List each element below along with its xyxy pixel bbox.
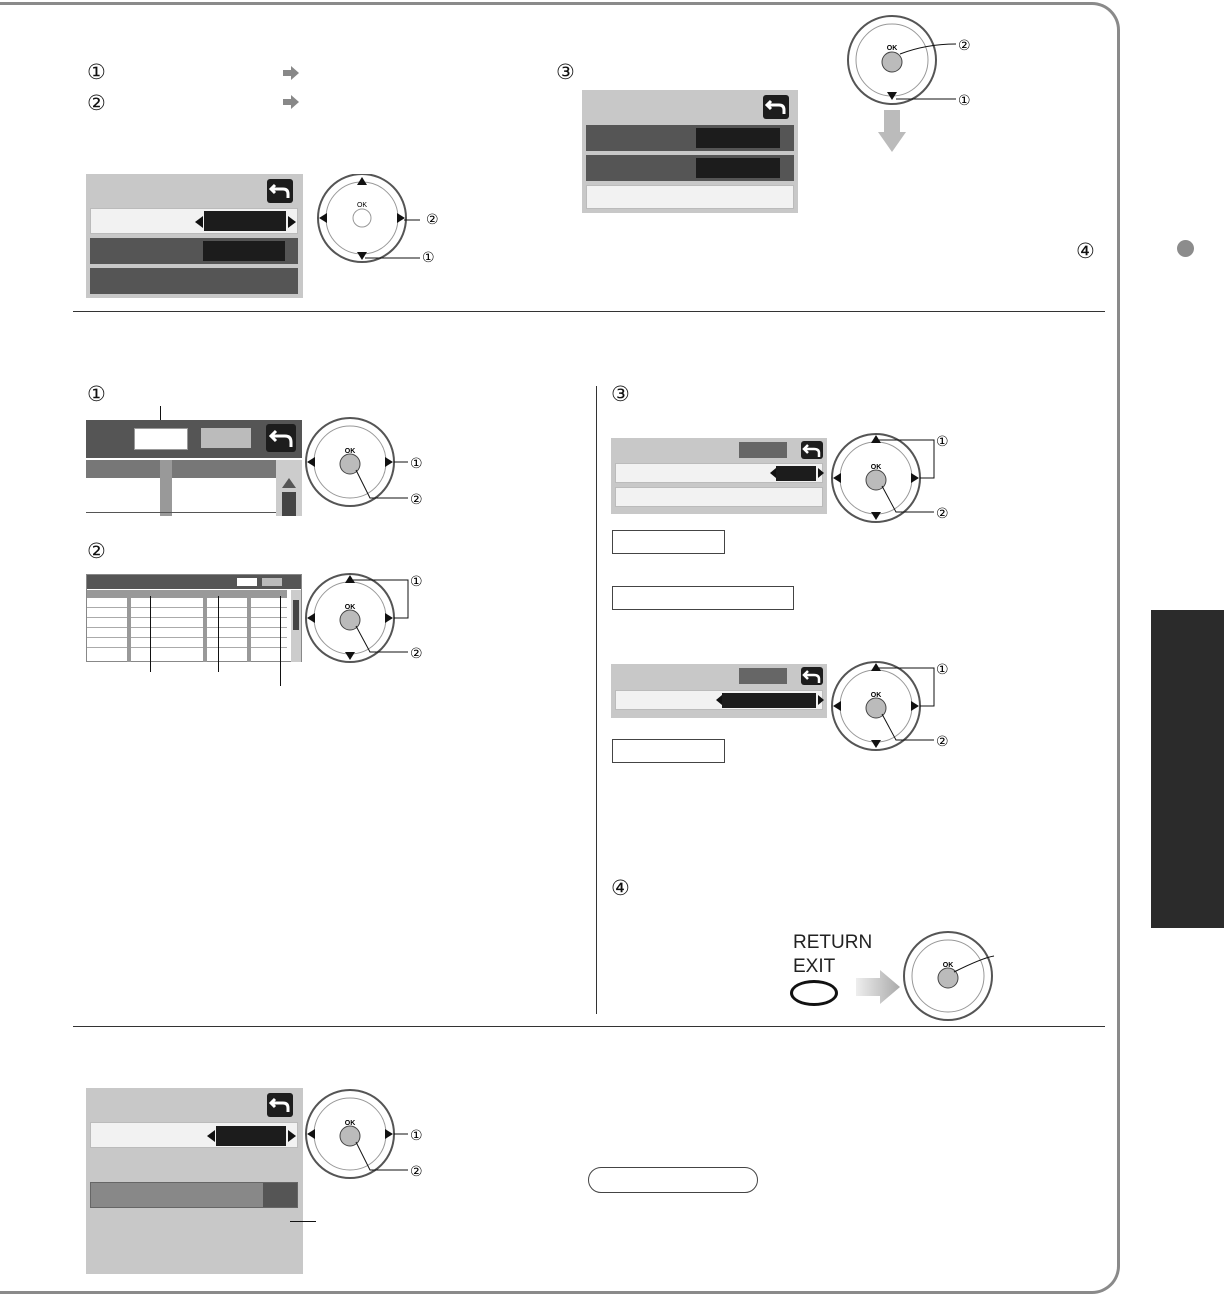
svg-text:OK: OK (870, 464, 882, 471)
svg-text:①: ① (958, 93, 971, 109)
column-headers (86, 460, 276, 478)
tab-button[interactable] (237, 578, 257, 586)
svg-text:①: ① (410, 1128, 423, 1144)
return-arrow-icon[interactable] (763, 95, 789, 119)
menu-row[interactable] (90, 268, 298, 294)
svg-text:①: ① (410, 574, 423, 590)
tab-button[interactable] (134, 428, 188, 450)
svg-text:①: ① (410, 456, 423, 472)
list-header (86, 420, 302, 458)
bullet-dot (1177, 240, 1194, 257)
arrow-right-icon (856, 970, 900, 1004)
callout-line (280, 596, 281, 686)
menu-row-selected[interactable] (615, 463, 823, 483)
return-arrow-icon[interactable] (267, 1093, 293, 1117)
svg-text:②: ② (958, 38, 971, 54)
svg-text:②: ② (936, 506, 949, 522)
remote-dpad (830, 432, 960, 528)
svg-text:OK: OK (344, 604, 356, 611)
step-marker-3: ③ (556, 61, 575, 84)
menu-value (696, 128, 780, 148)
svg-text:②: ② (426, 212, 439, 228)
menu-row-light[interactable] (615, 487, 823, 507)
remote-dpad (902, 928, 1022, 1024)
return-arrow-icon[interactable] (801, 441, 823, 459)
svg-text:①: ① (936, 662, 949, 678)
left-arrow-icon (195, 216, 203, 228)
table-header (87, 575, 301, 589)
arrow-right-icon (283, 95, 299, 109)
return-label: RETURN (793, 932, 873, 953)
remote-dpad (304, 572, 434, 668)
menu-value (696, 158, 780, 178)
svg-text:OK: OK (356, 202, 368, 209)
remote-dpad (304, 416, 434, 512)
menu-screen-panel (86, 1088, 303, 1274)
up-arrow-icon (282, 478, 296, 488)
return-arrow-icon[interactable] (267, 179, 293, 203)
step-marker-1: ① (87, 383, 106, 406)
menu-row[interactable] (90, 238, 298, 264)
label-box (612, 586, 794, 610)
step-marker-2: ② (87, 92, 106, 115)
section-divider (73, 1026, 1105, 1027)
menu-row-light[interactable] (586, 185, 794, 209)
progress-bar (90, 1182, 298, 1208)
svg-text:②: ② (936, 734, 949, 750)
return-arrow-icon[interactable] (801, 667, 823, 685)
scroll-thumb[interactable] (282, 492, 296, 516)
svg-text:①: ① (936, 434, 949, 450)
label-box (612, 530, 725, 554)
menu-value (203, 241, 285, 261)
menu-screen-panel (611, 664, 827, 718)
callout-line (218, 596, 219, 672)
label-box (612, 739, 725, 763)
svg-text:②: ② (410, 1164, 423, 1180)
return-arrow-icon[interactable] (266, 424, 296, 452)
step-marker-2: ② (87, 540, 106, 563)
tab-button[interactable] (739, 442, 787, 458)
menu-screen-panel (86, 174, 303, 298)
scrollbar[interactable] (291, 590, 301, 662)
remote-dpad (846, 14, 986, 156)
tab-button[interactable] (262, 578, 282, 586)
column-divider (596, 386, 597, 1014)
callout-line (290, 1221, 316, 1222)
arrow-right-icon (283, 66, 299, 80)
menu-row-selected[interactable] (615, 690, 823, 710)
svg-text:OK: OK (942, 962, 954, 969)
section-divider (73, 311, 1105, 312)
tab-button[interactable] (201, 428, 251, 448)
chapter-side-tab (1151, 610, 1224, 928)
remote-dpad (304, 1088, 434, 1184)
svg-text:OK: OK (344, 1120, 356, 1127)
remote-dpad (316, 174, 444, 266)
column-divider (160, 460, 172, 516)
rounded-label-box (588, 1167, 758, 1193)
step-marker-4: ④ (1076, 240, 1095, 263)
step-marker-3: ③ (611, 383, 630, 406)
row-line (86, 512, 276, 513)
list-screen-panel (86, 420, 302, 516)
svg-text:OK: OK (344, 448, 356, 455)
svg-text:②: ② (410, 492, 423, 508)
exit-label: EXIT (793, 956, 836, 977)
menu-screen-panel (582, 90, 798, 213)
menu-row-selected[interactable] (90, 208, 298, 234)
menu-value (204, 211, 286, 231)
menu-row[interactable] (586, 155, 794, 181)
menu-row[interactable] (586, 125, 794, 151)
tab-button[interactable] (739, 668, 787, 684)
svg-text:OK: OK (886, 45, 898, 52)
menu-row-selected[interactable] (90, 1122, 298, 1148)
scroll-thumb[interactable] (293, 600, 299, 630)
svg-text:②: ② (410, 646, 423, 662)
remote-dpad (830, 660, 960, 756)
return-exit-button[interactable] (790, 980, 838, 1006)
table-screen-panel (86, 574, 302, 662)
callout-line (150, 596, 151, 672)
svg-text:OK: OK (870, 692, 882, 699)
scrollbar[interactable] (276, 460, 302, 516)
menu-screen-panel (611, 438, 827, 514)
step-marker-1: ① (87, 61, 106, 84)
right-arrow-icon (288, 216, 296, 228)
table-column-headers (87, 590, 287, 598)
svg-text:①: ① (422, 250, 435, 266)
step-marker-4: ④ (611, 877, 630, 900)
